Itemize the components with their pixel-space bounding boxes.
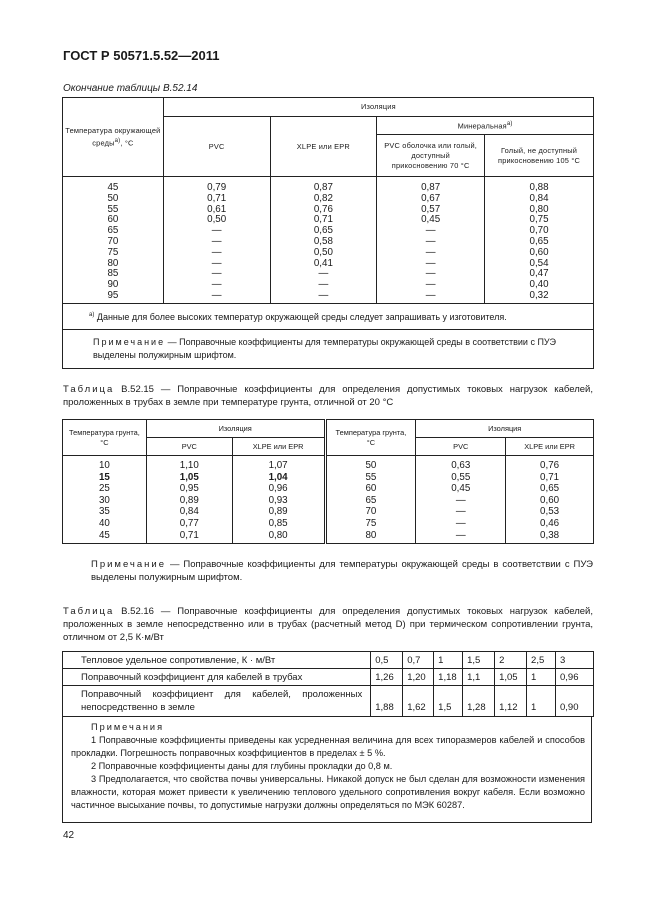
table-cell: 1,07 bbox=[232, 456, 325, 472]
table-cell: 1 bbox=[527, 686, 556, 717]
table-cell: 0,67 bbox=[377, 194, 485, 205]
header-mineral-105: Голый, не доступный прикосновению 105 °C bbox=[485, 135, 594, 177]
table-cell: 0,79 bbox=[163, 177, 270, 194]
t2-header-xlpe-left: XLPE или EPR bbox=[232, 438, 325, 456]
table-cell: 35 bbox=[63, 506, 147, 518]
table-cell: — bbox=[163, 259, 270, 270]
table-cell: 1,88 bbox=[371, 686, 403, 717]
table-cell: 0,65 bbox=[485, 237, 594, 248]
table-cell: 0,60 bbox=[506, 495, 594, 507]
header-pvc: PVC bbox=[163, 117, 270, 177]
table-cell: 15 bbox=[63, 472, 147, 484]
table-row bbox=[63, 259, 594, 270]
table-row bbox=[63, 686, 594, 717]
header-temperature: Температура окружающей среды$^{а)}$, °C bbox=[63, 98, 164, 177]
table-cell: 0,38 bbox=[506, 530, 594, 544]
table-cell: — bbox=[377, 280, 485, 291]
table-cell: — bbox=[377, 248, 485, 259]
table-cell: 50 bbox=[63, 194, 164, 205]
t2-header-temp-right: Температура грунта, °C bbox=[325, 420, 416, 456]
row-label: Поправочный коэффициент для кабелей, проложенных непосредственно в земле bbox=[63, 686, 371, 717]
table-cell: 1,62 bbox=[403, 686, 434, 717]
table-cell: 1,05 bbox=[495, 669, 527, 686]
header-insulation: Изоляция bbox=[163, 98, 593, 117]
table-cell: — bbox=[416, 518, 506, 530]
table-cell: 0,63 bbox=[416, 456, 506, 472]
table-cell: 0,70 bbox=[485, 226, 594, 237]
table-cell: 0,93 bbox=[232, 495, 325, 507]
table-cell: 1,5 bbox=[434, 686, 463, 717]
table-cell: — bbox=[163, 291, 270, 303]
note-2: 2 Поправочные коэффициенты даны для глубины прокладки до 0,8 м. bbox=[91, 761, 393, 771]
table-cell: 1,26 bbox=[371, 669, 403, 686]
table-cell: 70 bbox=[325, 506, 416, 518]
t2-header-insulation-right: Изоляция bbox=[416, 420, 594, 438]
table-cell: — bbox=[270, 291, 377, 303]
table-cell: 0,5 bbox=[371, 652, 403, 669]
table-cell: — bbox=[377, 259, 485, 270]
row-label: Тепловое удельное сопротивление, К · м/Вт bbox=[63, 652, 371, 669]
table-cell: 0,71 bbox=[270, 215, 377, 226]
table-cell: — bbox=[163, 269, 270, 280]
note-3: 3 Предполагается, что свойства почвы универсальны. Никакой допуск не был сделан для возможности изменения влажности, которая может привести к увеличению теплового удельного сопротивления вокруг кабеля. Если возможно частичное высыхание почвы, то допустимые нагрузки должны определяться по МЭК 60287. bbox=[71, 774, 585, 810]
table-cell: — bbox=[163, 226, 270, 237]
notes-title: Примечания bbox=[91, 722, 165, 732]
table-cell: 55 bbox=[325, 472, 416, 484]
table-cell: 0,50 bbox=[163, 215, 270, 226]
table-continuation-caption: Окончание таблицы В.52.14 bbox=[63, 83, 198, 94]
table-cell: 0,54 bbox=[485, 259, 594, 270]
table-cell: 0,71 bbox=[506, 472, 594, 484]
table-cell: 0,32 bbox=[485, 291, 594, 303]
table-cell: 1,12 bbox=[495, 686, 527, 717]
table-row bbox=[63, 280, 594, 291]
t2-header-pvc-left: PVC bbox=[146, 438, 232, 456]
table-cell: 0,75 bbox=[485, 215, 594, 226]
table-cell: 75 bbox=[63, 248, 164, 259]
table-cell: 25 bbox=[63, 483, 147, 495]
header-mineral: Минеральная$^{а)}$ bbox=[377, 117, 594, 135]
table-cell: 45 bbox=[63, 177, 164, 194]
table-cell: 0,76 bbox=[270, 205, 377, 216]
table-row bbox=[63, 518, 594, 530]
table-cell: — bbox=[416, 530, 506, 544]
table-b52-16 bbox=[62, 651, 594, 717]
table-cell: — bbox=[270, 280, 377, 291]
table-cell: 0,87 bbox=[270, 177, 377, 194]
table-b52-15 bbox=[62, 419, 594, 544]
table-cell: 1,5 bbox=[463, 652, 495, 669]
table-row bbox=[63, 177, 594, 194]
table-cell: 55 bbox=[63, 205, 164, 216]
table-cell: 0,47 bbox=[485, 269, 594, 280]
table-cell: — bbox=[377, 237, 485, 248]
table-cell: 0,7 bbox=[403, 652, 434, 669]
table-cell: 1,04 bbox=[232, 472, 325, 484]
t2-header-temp-left: Температура грунта, °C bbox=[63, 420, 147, 456]
table-cell: 0,90 bbox=[555, 686, 593, 717]
table-row bbox=[63, 669, 594, 686]
table-cell: — bbox=[377, 269, 485, 280]
table-cell: 60 bbox=[325, 483, 416, 495]
table-cell: 0,60 bbox=[485, 248, 594, 259]
table-cell: 0,61 bbox=[163, 205, 270, 216]
table-cell: 0,46 bbox=[506, 518, 594, 530]
table-cell: 1 bbox=[434, 652, 463, 669]
table-cell: 1,1 bbox=[463, 669, 495, 686]
table-cell: 0,57 bbox=[377, 205, 485, 216]
table-row bbox=[63, 483, 594, 495]
table2-caption: Таблица В.52.15 — Поправочные коэффициенты для определения допустимых токовых нагрузок кабелей, проложенных в трубах в земле при температуре грунта, отличной от 20 °C bbox=[63, 384, 593, 408]
table-cell: — bbox=[163, 280, 270, 291]
table-cell: 0,65 bbox=[270, 226, 377, 237]
table-cell: 2,5 bbox=[527, 652, 556, 669]
table-cell: 0,71 bbox=[146, 530, 232, 544]
table-cell: 0,45 bbox=[377, 215, 485, 226]
table-row bbox=[63, 472, 594, 484]
table-row bbox=[63, 456, 594, 472]
table-cell: — bbox=[377, 291, 485, 303]
table-cell: 0,85 bbox=[232, 518, 325, 530]
table-cell: 2 bbox=[495, 652, 527, 669]
table-cell: 1,20 bbox=[403, 669, 434, 686]
table-cell: 0,96 bbox=[555, 669, 593, 686]
table-cell: 1,18 bbox=[434, 669, 463, 686]
table-cell: 0,53 bbox=[506, 506, 594, 518]
document-code: ГОСТ Р 50571.5.52—2011 bbox=[63, 48, 220, 63]
table-row bbox=[63, 194, 594, 205]
table-cell: 65 bbox=[63, 226, 164, 237]
table1-footnote: $^{а)}$ Данные для более высоких температур окружающей среды следует запрашивать у изготовителя. bbox=[63, 303, 594, 329]
table-cell: — bbox=[416, 506, 506, 518]
table-row bbox=[63, 530, 594, 544]
table-cell: 45 bbox=[63, 530, 147, 544]
table-cell: 1,10 bbox=[146, 456, 232, 472]
table-cell: 0,95 bbox=[146, 483, 232, 495]
table-cell: 3 bbox=[555, 652, 593, 669]
table-cell: 1,28 bbox=[463, 686, 495, 717]
table-row bbox=[63, 652, 594, 669]
table-cell: 0,80 bbox=[232, 530, 325, 544]
table-cell: 80 bbox=[325, 530, 416, 544]
header-xlpe: XLPE или EPR bbox=[270, 117, 377, 177]
table-row bbox=[63, 495, 594, 507]
table3-notes bbox=[62, 717, 592, 823]
table-cell: 0,40 bbox=[485, 280, 594, 291]
table-cell: 10 bbox=[63, 456, 147, 472]
table-cell: 0,50 bbox=[270, 248, 377, 259]
t2-header-pvc-right: PVC bbox=[416, 438, 506, 456]
table-cell: 0,76 bbox=[506, 456, 594, 472]
table-cell: 90 bbox=[63, 280, 164, 291]
table-row bbox=[63, 248, 594, 259]
table-cell: 0,65 bbox=[506, 483, 594, 495]
table-cell: 95 bbox=[63, 291, 164, 303]
table-row bbox=[63, 291, 594, 303]
table-cell: 0,89 bbox=[232, 506, 325, 518]
table-cell: — bbox=[163, 248, 270, 259]
table-cell: — bbox=[377, 226, 485, 237]
table-b52-14 bbox=[62, 97, 594, 369]
table-cell: — bbox=[163, 237, 270, 248]
table-cell: 70 bbox=[63, 237, 164, 248]
table3-caption: Таблица В.52.16 — Поправочные коэффициенты для определения допустимых токовых нагрузок кабелей, проложенных в земле непосредственно или в трубах (расчетный метод D) при термическом сопротивлении грунта, отличном от 2,5 К·м/Вт bbox=[63, 606, 593, 643]
table-cell: 0,84 bbox=[485, 194, 594, 205]
table-cell: 1 bbox=[527, 669, 556, 686]
table-cell: 0,77 bbox=[146, 518, 232, 530]
note-1: 1 Поправочные коэффициенты приведены как усредненная величина для всех типоразмеров кабелей и способов прокладки. Погрешность поправочных коэффициентов в пределах ± 5 %. bbox=[71, 735, 585, 758]
table-cell: — bbox=[270, 269, 377, 280]
table-cell: 30 bbox=[63, 495, 147, 507]
table-cell: 0,88 bbox=[485, 177, 594, 194]
table-cell: 65 bbox=[325, 495, 416, 507]
table-cell: 0,71 bbox=[163, 194, 270, 205]
table-cell: — bbox=[416, 495, 506, 507]
table-cell: 0,55 bbox=[416, 472, 506, 484]
t2-header-insulation-left: Изоляция bbox=[146, 420, 325, 438]
table-cell: 0,96 bbox=[232, 483, 325, 495]
table-cell: 0,45 bbox=[416, 483, 506, 495]
table-row bbox=[63, 506, 594, 518]
table-cell: 0,87 bbox=[377, 177, 485, 194]
table-cell: 0,89 bbox=[146, 495, 232, 507]
table-cell: 60 bbox=[63, 215, 164, 226]
table-cell: 0,41 bbox=[270, 259, 377, 270]
table-cell: 40 bbox=[63, 518, 147, 530]
table-cell: 85 bbox=[63, 269, 164, 280]
table-cell: 0,84 bbox=[146, 506, 232, 518]
table-cell: 0,58 bbox=[270, 237, 377, 248]
table-row bbox=[63, 269, 594, 280]
page-number: 42 bbox=[63, 830, 75, 841]
t2-header-xlpe-right: XLPE или EPR bbox=[506, 438, 594, 456]
table-cell: 50 bbox=[325, 456, 416, 472]
table-cell: 80 bbox=[63, 259, 164, 270]
table-cell: 0,80 bbox=[485, 205, 594, 216]
row-label: Поправочный коэффициент для кабелей в трубах bbox=[63, 669, 371, 686]
header-mineral-70: PVC оболочка или голый, доступный прикосновению 70 °C bbox=[377, 135, 485, 177]
table2-note: Примечание — Поправочные коэффициенты для температуры окружающей среды в соответствии с ПУЭ выделены полужирным шрифтом. bbox=[91, 559, 593, 583]
table-cell: 75 bbox=[325, 518, 416, 530]
table-cell: 0,82 bbox=[270, 194, 377, 205]
table-cell: 1,05 bbox=[146, 472, 232, 484]
table1-note: Примечание — Поправочные коэффициенты для температуры окружающей среды в соответствии с ПУЭ выделены полужирным шрифтом. bbox=[63, 329, 594, 368]
